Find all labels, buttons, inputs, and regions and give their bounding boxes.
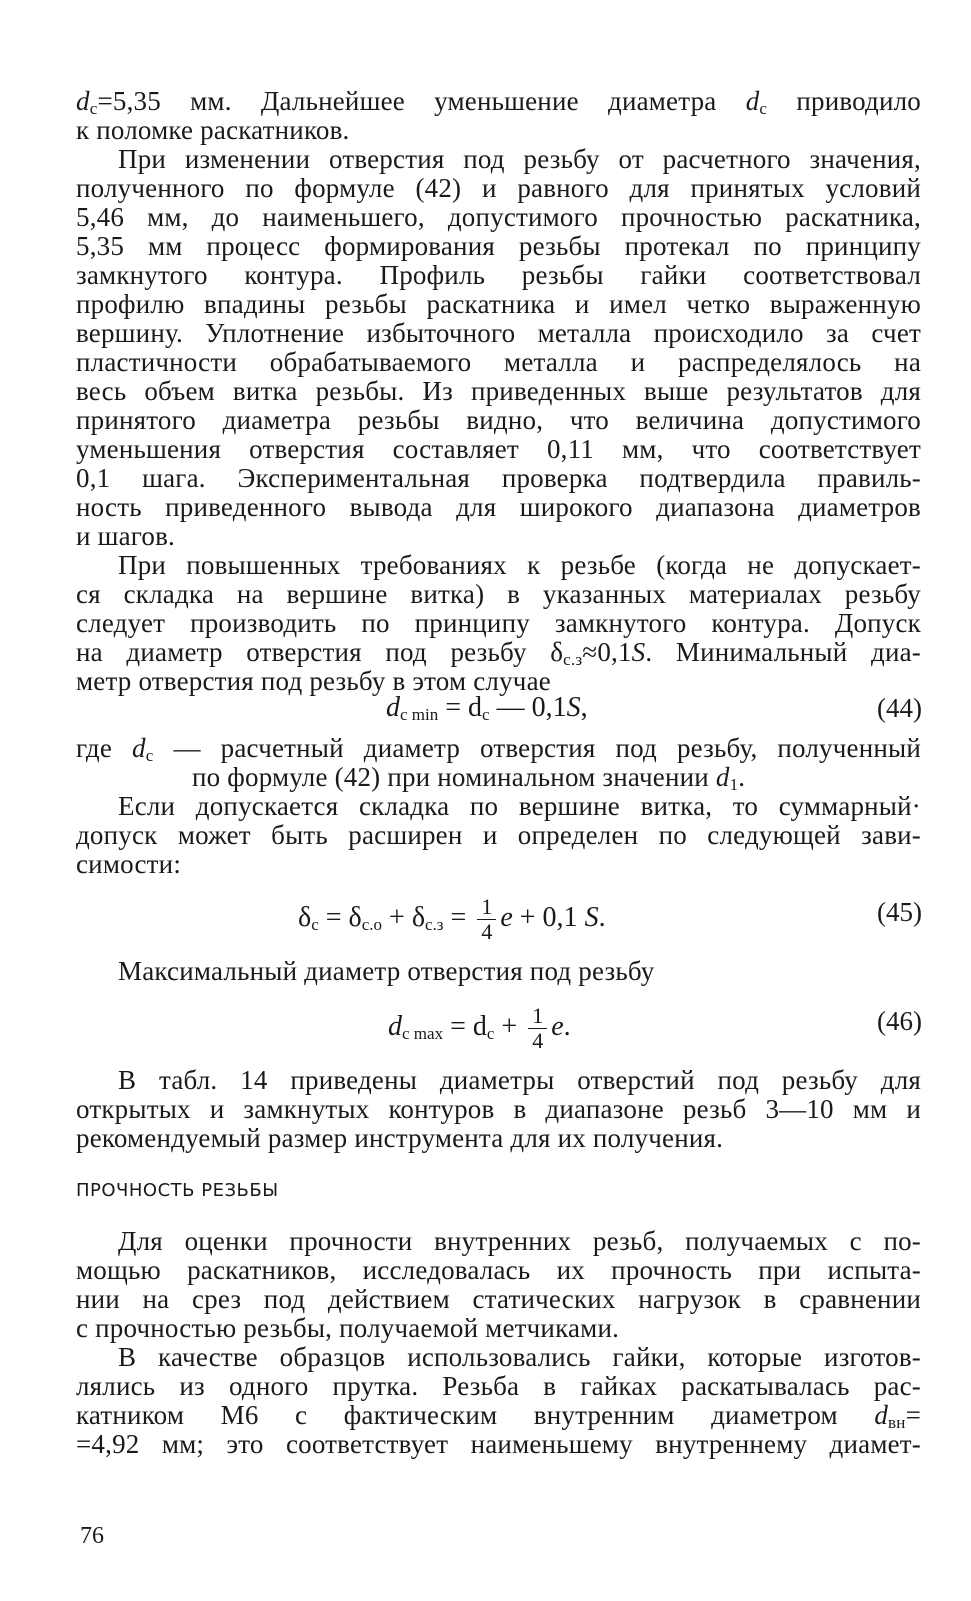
equation-46: $d_{c max} = d_c$ + $\frac{1}{4}$ e. — [388, 1003, 571, 1053]
text-line: и шагов. — [76, 521, 175, 551]
equation-number: (45) — [877, 897, 922, 927]
text-line: метр отверстия под резьбу в этом случае — [76, 666, 551, 696]
text-line: При изменении отверстия под резьбу от расчетного значения, — [118, 144, 921, 174]
text-line: по формуле (42) при номинальном значении $d_1$. — [192, 762, 746, 794]
equation-44: $d_{c min} = d_c$ — 0,1S, — [386, 692, 588, 724]
equation-45: $\delta_c = \delta_{c.o} + \delta_{c.з}$ = $\frac{1}{4}$ e + 0,1 S. — [298, 894, 606, 944]
text-line: полученного по формуле (42) и равного для принятых условий — [76, 173, 921, 203]
text-line: 5,35 мм процесс формирования резьбы протекал по принципу — [76, 231, 921, 261]
equation-number: (46) — [877, 1006, 922, 1036]
text-line: профилю впадины резьбы раскатника и имел четко выраженную — [76, 289, 921, 319]
text-line: В качестве образцов использовались гайки, которые изготов- — [118, 1342, 921, 1372]
text-line: замкнутого контура. Профиль резьбы гайки соответствовал — [76, 260, 921, 290]
text-line: уменьшения отверстия составляет 0,11 мм, что соответствует — [76, 434, 921, 464]
text-line: допуск может быть расширен и определен по следующей зави- — [76, 820, 921, 850]
text-line: симости: — [76, 849, 182, 879]
text-line: к поломке раскатников. — [76, 115, 350, 145]
text-line: ся складка на вершине витка) в указанных материалах резьбу — [76, 579, 921, 609]
text-line: катником М6 с фактическим внутренним диаметром $d_{вн}=$ — [76, 1400, 921, 1432]
fraction: $\frac{1}{4}$ — [477, 895, 496, 944]
text-line: пластичности обрабатываемого металла и распределялось на — [76, 347, 921, 377]
text-line: Если допускается складка по вершине витка, то суммарный· — [118, 791, 921, 821]
text-line: нии на срез под действием статических нагрузок в сравнении — [76, 1284, 921, 1314]
text-line: При повышенных требованиях к резьбе (когда не допускает- — [118, 550, 921, 580]
text-line: с прочностью резьбы, получаемой метчиками. — [76, 1313, 620, 1343]
text-line: 5,46 мм, до наименьшего, допустимого прочностью раскатника, — [76, 202, 921, 232]
text-line: 0,1 шага. Экспериментальная проверка подтвердила правиль- — [76, 463, 921, 493]
text-line: $d_c=5,35$ мм. Дальнейшее уменьшение диаметра $d_c$ приводило — [76, 86, 922, 118]
text-line: следует производить по принципу замкнутого контура. Допуск — [76, 608, 921, 638]
text-line: лялись из одного прутка. Резьба в гайках раскатывалась рас- — [76, 1371, 921, 1401]
text-line: Максимальный диаметр отверстия под резьбу — [118, 956, 655, 986]
text-line: Для оценки прочности внутренних резьб, получаемых с по- — [118, 1226, 921, 1256]
text-line: вершину. Уплотнение избыточного металла происходило за счет — [76, 318, 921, 348]
text-line: мощью раскатников, исследовалась их прочность при испыта- — [76, 1255, 921, 1285]
text-line: принятого диаметра резьбы видно, что величина допустимого — [76, 405, 921, 435]
section-heading: ПРОЧНОСТЬ РЕЗЬБЫ — [76, 1180, 279, 1201]
page-number: 76 — [80, 1523, 104, 1549]
text-line: рекомендуемый размер инструмента для их получения. — [76, 1123, 724, 1153]
text-line: В табл. 14 приведены диаметры отверстий под резьбу для — [118, 1065, 921, 1095]
text-line: где $d_c$ — расчетный диаметр отверстия под резьбу, полученный — [76, 733, 922, 765]
text-line: =4,92 мм; это соответствует наименьшему внутреннему диамет- — [76, 1429, 921, 1459]
text-line: на диаметр отверстия под резьбу $\delta_{c.з}\approx 0,1S$. Минимальный диа- — [76, 637, 921, 669]
text-line: ность приведенного вывода для широкого диапазона диаметров — [76, 492, 921, 522]
fraction: $\frac{1}{4}$ — [528, 1004, 547, 1053]
equation-number: (44) — [877, 693, 922, 723]
text-line: весь объем витка резьбы. Из приведенных выше результатов для — [76, 376, 921, 406]
text-line: открытых и замкнутых контуров в диапазоне резьб 3—10 мм и — [76, 1094, 921, 1124]
